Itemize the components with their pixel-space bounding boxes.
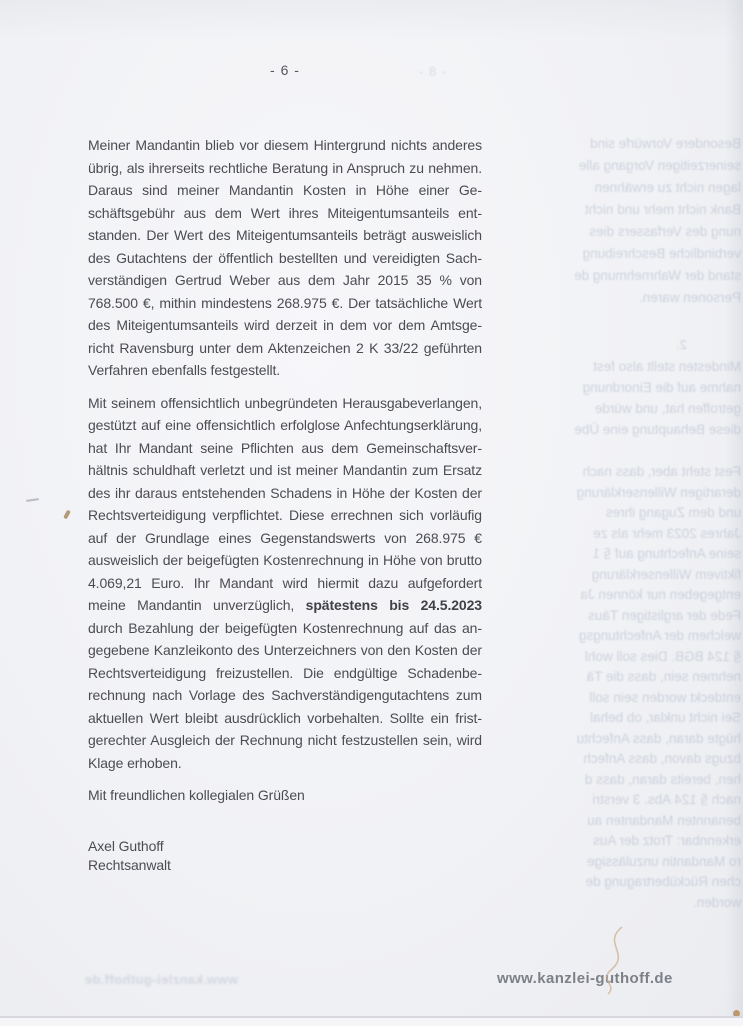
bleedthrough-line: derartigen Willenserklärung: [576, 484, 741, 500]
scan-hair-artifact: [588, 925, 640, 997]
paragraph-demand-pre: Mit seinem offensichtlich unbegründeten Herausgabeverlangen, gestützt auf eine offensichtlich erfolglose Anfechtungserklärung, hat Ihr Mandant seine Pflichten aus dem Gemeinschaftsverhältnis schuldhaft verletzt und ist meiner Mandantin zum Ersatz des ihr daraus entstehenden Schadens in Höhe der Kosten der Rechtsverteidigung verpflichtet. Diese errechnen sich vorläufig auf der Grundlage eines Gegenstandswerts von 268.975 € ausweislich der beigefügten Kostenrechnung in Höhe von brutto 4.069,21 Euro. Ihr Mandant wird hiermit dazu aufgefordert meine Mandantin unverzüglich,: [88, 394, 482, 613]
scan-speck: [63, 510, 71, 520]
bleedthrough-line: nehmen sein, dass die Tä: [586, 669, 741, 684]
bleedthrough-line: Jahres 2023 mehr als ze: [593, 525, 741, 541]
bleedthrough-line: fiktivem Willenserklärung: [591, 566, 741, 582]
fold-mark: [26, 498, 39, 502]
bleedthrough-line: Personen waren.: [638, 290, 741, 305]
bleedthrough-page-number: - 8 -: [418, 64, 447, 79]
bleedthrough-line: stand der Wahrnehmung de: [574, 268, 741, 283]
paragraph-demand-post: durch Bezahlung der beigefügten Kostenrechnung auf das angegebene Kanzleikonto des Unterzeichners von den Kosten der Rechtsverteidigung freizustellen. Die endgültige Schadenberechnung nach Vorlage des Sachverständigengutachtens zum aktuellen Wert bleibt ausdrücklich vorbehalten. Sollte ein fristgerechter Ausgleich der Rechnung nicht festzustellen sein, wird Klage erhoben.: [88, 619, 482, 771]
signature-block: [88, 837, 482, 875]
scanner-edge: [0, 1016, 743, 1026]
bleedthrough-line: und dem Zugang ihres: [605, 505, 741, 520]
footer-website: www.kanzlei-guthoff.de: [497, 970, 673, 987]
bleedthrough-line: Sei nicht unklar, ob behal: [590, 710, 741, 725]
closing-salutation: Mit freundlichen kollegialen Grüßen: [88, 787, 305, 803]
page-number: - 6 -: [270, 62, 300, 78]
bleedthrough-block: [485, 133, 741, 309]
bleedthrough-line: hügte daran, dass Anfechtu: [576, 730, 741, 746]
paragraph-costs: Meiner Mandantin blieb vor diesem Hintergrund nichts anderes übrig, als ihrerseits rechtliche Beratung in Anspruch zu nehmen. Daraus sind meiner Mandantin Kosten in Höhe einer Geschäftsgebühr aus dem Wert ihres Miteigentumsanteils entstanden. Der Wert des Miteigentumsanteils beträgt ausweislich des Gutachtens der öffentlich bestellten und vereidigten Sachverständigen Gertrud Weber aus dem Jahr 2015 35 % von 768.500 €, mithin mindestens 268.975 €. Der tatsächliche Wert des Miteigentumsanteils wird derzeit in dem vor dem Amtsgericht Ravensburg unter dem Aktenzeichen 2 K 33/22 geführten Verfahren ebenfalls festgestellt.: [88, 137, 482, 378]
bleedthrough-block: [485, 356, 741, 440]
bleedthrough-line: getroffen hat, und würde: [594, 401, 741, 416]
paragraph-demand: [88, 392, 482, 775]
bleedthrough-line: Besondere Vorwürfe sind: [590, 136, 741, 151]
bleedthrough-line: lagen nicht zu erwähnen: [594, 180, 741, 195]
bleedthrough-line: verbindliche Beschreibung: [582, 246, 741, 261]
bleedthrough-line: nach § 124 Abs. 3 verstri: [592, 792, 741, 807]
bleedthrough-line: bzugs davon, dass Anfech: [583, 751, 741, 766]
bleedthrough-line: worden.: [692, 894, 741, 910]
bleedthrough-footer-url: www.kanzlei-guthoff.de: [84, 972, 238, 987]
bleedthrough-line: welchem der Anfechtungsg: [578, 628, 741, 643]
bleedthrough-line: nahme auf die Einordnung: [582, 380, 741, 395]
bleedthrough-line: seine Anfechtung auf § 1: [592, 546, 741, 561]
bleedthrough-section-number: 2.: [676, 337, 687, 352]
bleedthrough-line: Mindesten stellt also fest: [593, 359, 741, 374]
bleedthrough-block: [485, 462, 741, 913]
bleedthrough-line: nung des Verfassers dies: [589, 224, 741, 239]
bleedthrough-line: benannten Mandanten au: [587, 812, 741, 828]
bleedthrough-line: diese Behauptung eine Übe: [574, 422, 741, 437]
bleedthrough-line: entdeckt worden sein soll: [589, 689, 741, 705]
bleedthrough-line: chen Rückübertragung de: [585, 874, 741, 889]
bleedthrough-line: ro Mandantin unzulässige: [587, 853, 741, 869]
bleedthrough-line: erkennbar: Trotz der Aus: [593, 833, 741, 848]
bleedthrough-line: hen, bereits daran, dass d: [584, 771, 741, 787]
letter-body: [88, 134, 482, 875]
bleedthrough-line: Fest steht aber, dass nach: [582, 464, 741, 479]
bleedthrough-line: Fede der arglistigen Täus: [588, 607, 741, 623]
deadline-emphasis: spätestens bis 24.5.2023: [305, 597, 482, 613]
bleedthrough-line: § 124 BGB. Dies soll wohl: [584, 648, 741, 664]
bleedthrough-line: entgegeben nur können Ja: [580, 587, 741, 602]
bleedthrough-line: seinerzeitigen Vorgang alle: [578, 158, 741, 173]
signature-title: Rechtsanwalt: [88, 856, 171, 873]
bleedthrough-line: Bank nicht mehr und nicht: [584, 202, 741, 217]
signature-name: Axel Guthoff: [88, 837, 164, 854]
